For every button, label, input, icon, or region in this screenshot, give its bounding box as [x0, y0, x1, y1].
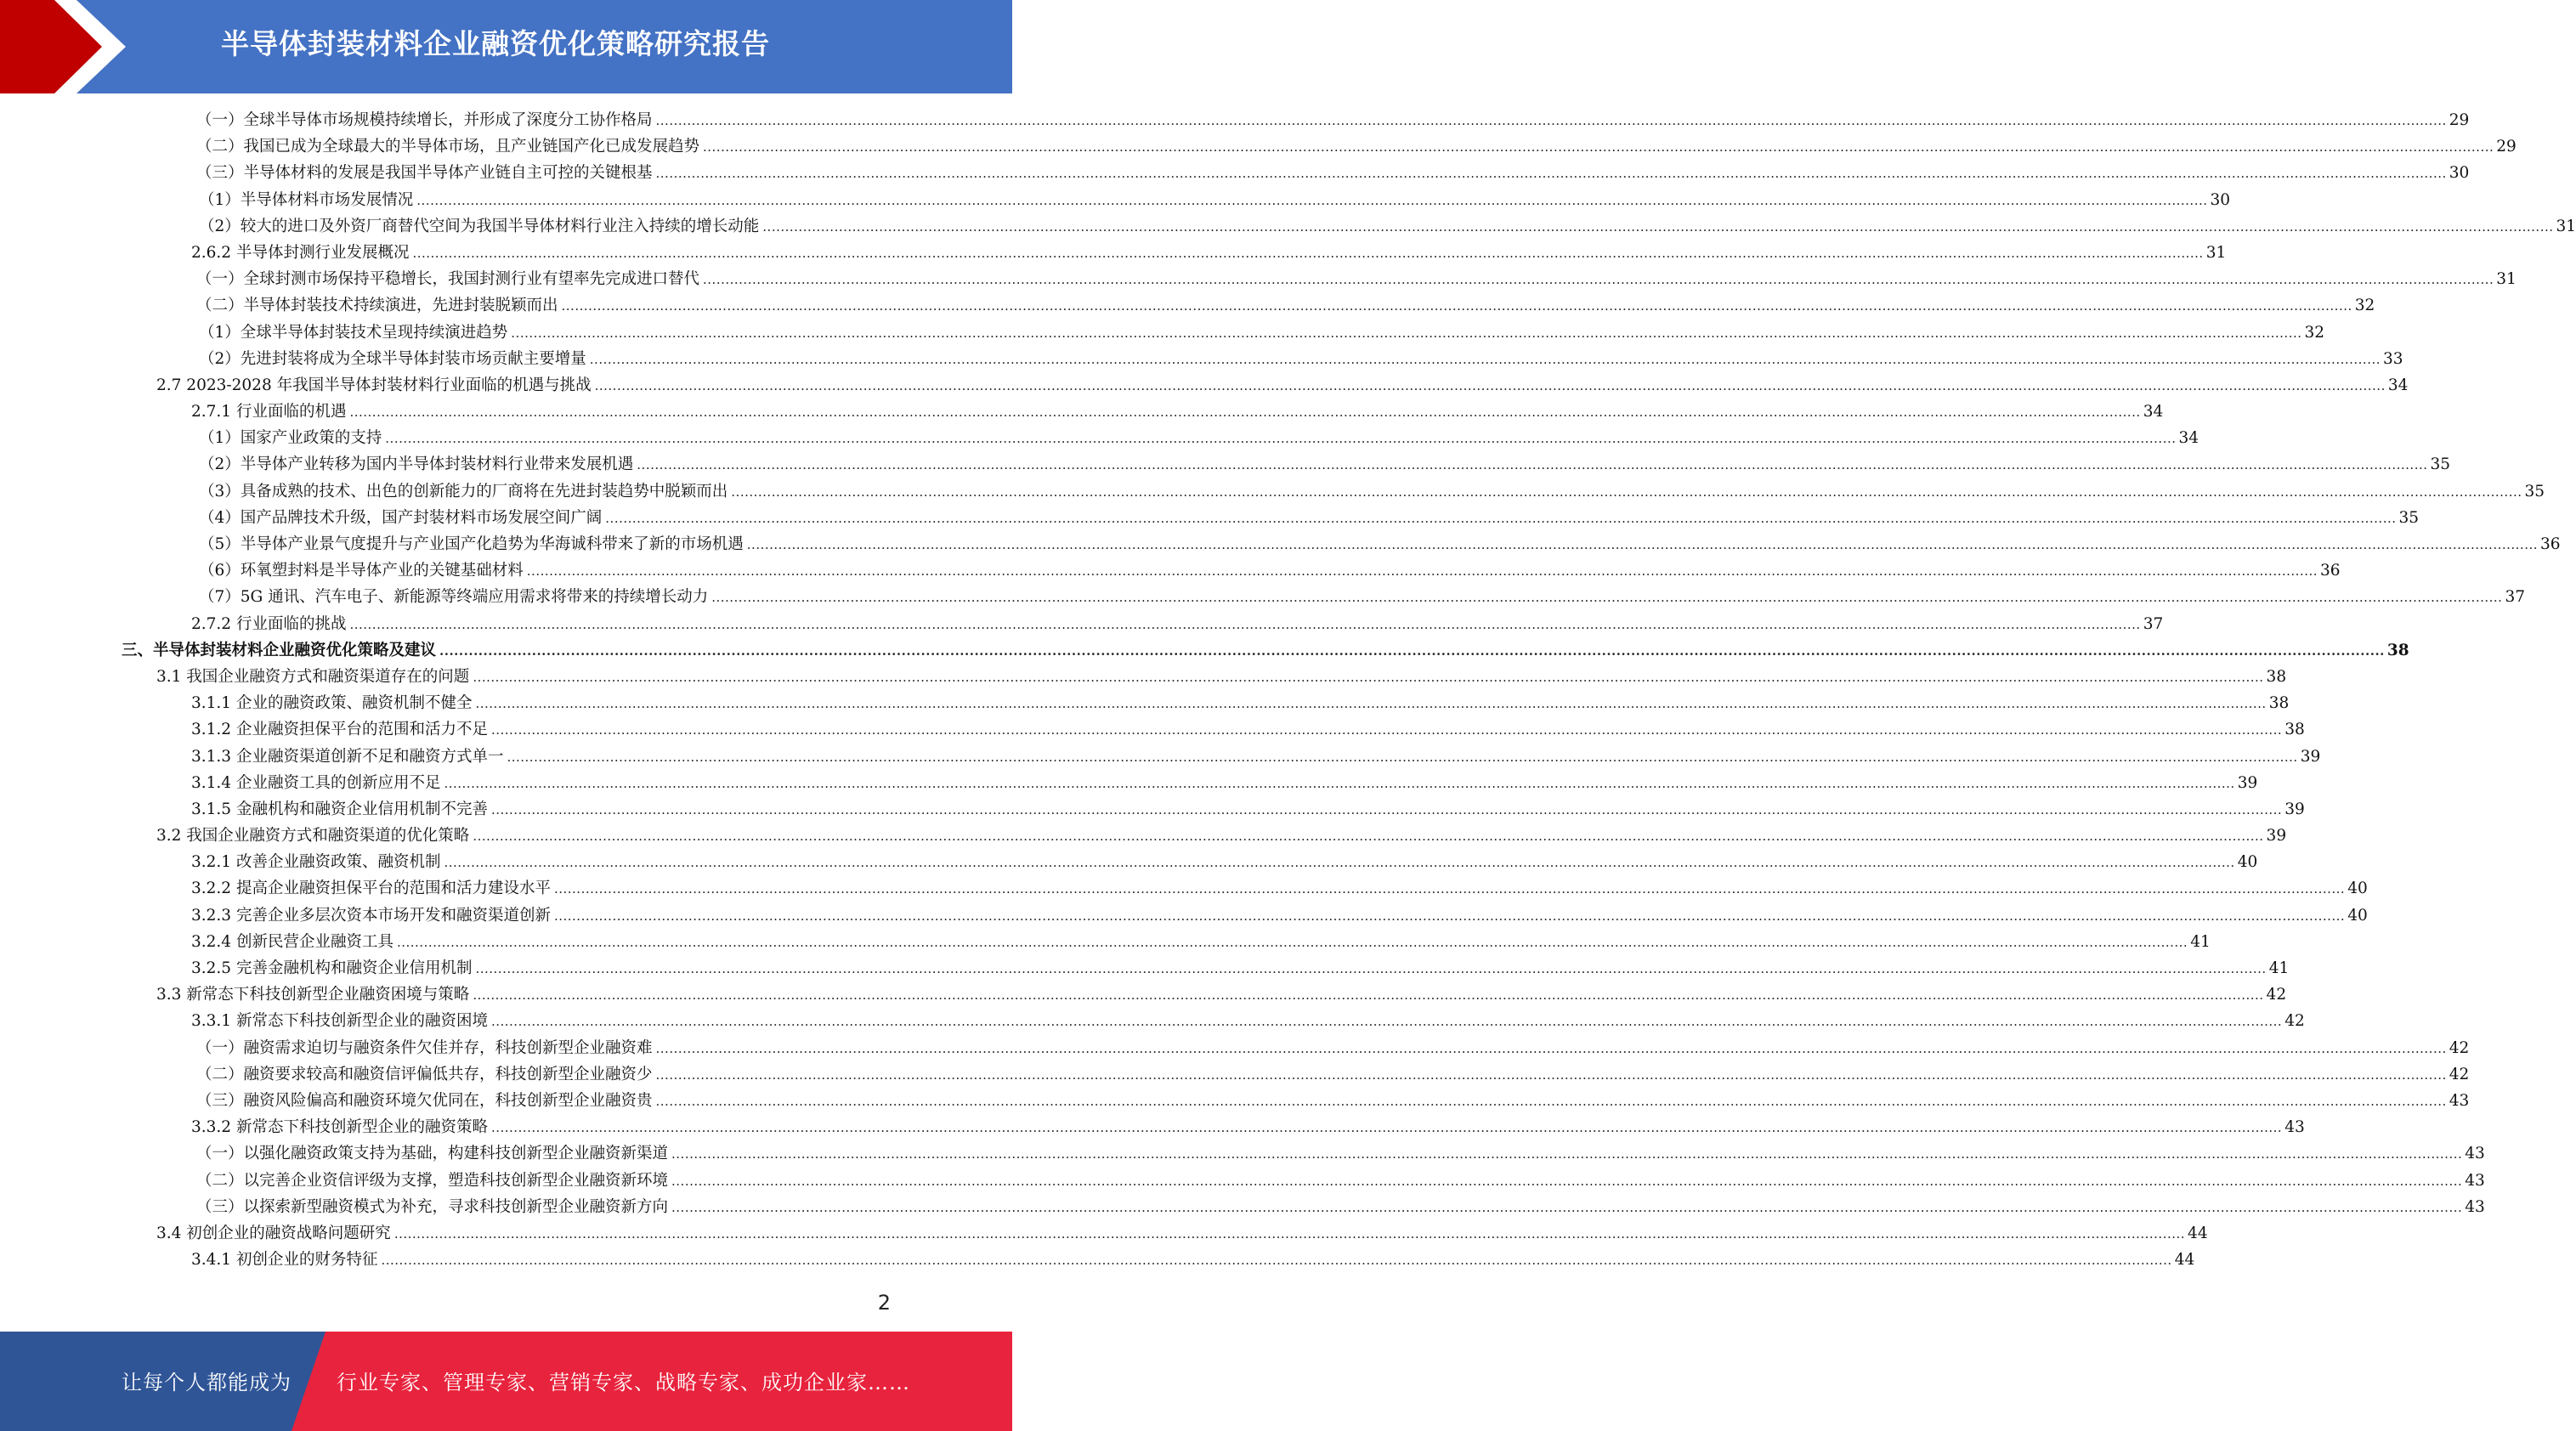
toc-entry-title: 3.2.3 完善企业多层次资本市场开发和融资渠道创新 — [191, 906, 551, 925]
toc-leader-dots: ................................................................................................................................................................................................................................................................................................................................................................................................................ — [671, 1173, 2463, 1189]
toc-entry-page: 35 — [2430, 455, 2451, 474]
toc-entry-page: 38 — [2386, 641, 2409, 659]
toc-entry-title: （3）具备成熟的技术、出色的创新能力的厂商将在先进封装趋势中脱颖而出 — [199, 482, 728, 501]
toc-entry-line — [196, 1088, 2470, 1114]
toc-entry-page: 31 — [2496, 270, 2517, 289]
toc-leader-dots: ................................................................................................................................................................................................................................................................................................................................................................................................................ — [412, 245, 2204, 261]
toc-entry-page: 42 — [2284, 1012, 2305, 1031]
toc-entry-line — [191, 716, 2305, 743]
toc-leader-dots: ................................................................................................................................................................................................................................................................................................................................................................................................................ — [526, 563, 2318, 580]
toc-entry-page: 42 — [2449, 1038, 2470, 1057]
toc-entry[interactable] — [0, 133, 2517, 160]
toc-entry-title: （二）融资要求较高和融资信评偏低共存，科技创新型企业融资少 — [196, 1065, 653, 1083]
toc-entry-title: 3.1.4 企业融资工具的创新应用不足 — [191, 773, 441, 792]
toc-entry[interactable] — [0, 611, 2164, 637]
toc-entry-page: 39 — [2237, 773, 2258, 792]
toc-entry-line — [191, 902, 2368, 929]
toc-entry-line — [191, 744, 2321, 770]
toc-entry-line — [199, 584, 2525, 610]
toc-entry[interactable] — [0, 346, 2403, 372]
toc-entry-page: 36 — [2540, 535, 2561, 553]
toc-entry[interactable] — [0, 902, 2368, 929]
toc-entry-page: 31 — [2556, 217, 2576, 235]
toc-entry[interactable] — [0, 187, 2231, 213]
toc-leader-dots: ................................................................................................................................................................................................................................................................................................................................................................................................................ — [553, 881, 2346, 897]
toc-entry[interactable] — [0, 531, 2561, 557]
toc-leader-dots: ................................................................................................................................................................................................................................................................................................................................................................................................................ — [490, 722, 2283, 738]
toc-entry-line — [196, 107, 2470, 133]
toc-entry-line — [199, 320, 2325, 346]
toc-entry[interactable] — [0, 240, 2227, 266]
toc-entry[interactable] — [0, 557, 2341, 584]
toc-leader-dots: ................................................................................................................................................................................................................................................................................................................................................................................................................ — [561, 298, 2352, 314]
toc-entry[interactable] — [0, 160, 2470, 186]
toc-entry-title: （二）我国已成为全球最大的半导体市场，且产业链国产化已成发展趋势 — [196, 138, 700, 156]
toc-leader-dots: ................................................................................................................................................................................................................................................................................................................................................................................................................ — [655, 1066, 2447, 1083]
toc-leader-dots: ................................................................................................................................................................................................................................................................................................................................................................................................................ — [671, 1199, 2463, 1215]
toc-entry-title: （一）融资需求迫切与融资条件欠佳并存，科技创新型企业融资难 — [196, 1038, 653, 1057]
toc-leader-dots: ................................................................................................................................................................................................................................................................................................................................................................................................................ — [703, 272, 2494, 288]
toc-entry-line — [199, 557, 2341, 584]
toc-entry-title: （三）以探索新型融资模式为补充，寻求科技创新型企业融资新方向 — [196, 1197, 669, 1216]
toc-leader-dots: ................................................................................................................................................................................................................................................................................................................................................................................................................ — [594, 377, 2386, 393]
toc-entry-page: 43 — [2465, 1145, 2485, 1163]
toc-entry[interactable] — [0, 981, 2287, 1008]
toc-entry-line — [196, 1061, 2470, 1088]
toc-leader-dots: ................................................................................................................................................................................................................................................................................................................................................................................................................ — [553, 908, 2346, 924]
toc-entry-title: 3.4.1 初创企业的财务特征 — [191, 1251, 378, 1270]
toc-entry-title: （二）以完善企业资信评级为支撑，塑造科技创新型企业融资新环境 — [196, 1171, 669, 1190]
toc-entry-line — [196, 1035, 2470, 1061]
toc-entry-line — [191, 849, 2258, 875]
toc-entry-line — [156, 1220, 2208, 1247]
toc-leader-dots: ................................................................................................................................................................................................................................................................................................................................................................................................................ — [511, 325, 2302, 341]
toc-entry-page: 32 — [2304, 323, 2325, 342]
toc-entry-page: 43 — [2465, 1171, 2485, 1190]
toc-entry[interactable] — [0, 425, 2200, 451]
toc-entry-page: 44 — [2174, 1251, 2195, 1270]
toc-entry[interactable] — [0, 1088, 2470, 1114]
toc-leader-dots: ................................................................................................................................................................................................................................................................................................................................................................................................................ — [349, 404, 2141, 421]
toc-entry-line — [191, 1247, 2195, 1273]
toc-entry[interactable] — [0, 770, 2258, 796]
toc-entry-line — [199, 451, 2451, 478]
toc-entry-page: 40 — [2347, 880, 2368, 898]
toc-entry-page: 34 — [2387, 376, 2409, 394]
toc-leader-dots: ................................................................................................................................................................................................................................................................................................................................................................................................................ — [473, 669, 2264, 685]
toc-entry-page: 30 — [2449, 164, 2470, 183]
toc-entry-title: 三、半导体封装材料企业融资优化策略及建议 — [122, 641, 437, 659]
footer-slogan-left: 让每个人都能成为 — [122, 1371, 292, 1394]
toc-entry-line — [156, 823, 2287, 849]
toc-entry-page: 32 — [2354, 297, 2375, 315]
toc-entry-title: （2）较大的进口及外资厂商替代空间为我国半导体材料行业注入持续的增长动能 — [199, 217, 760, 235]
toc-entry-title: 3.1 我国企业融资方式和融资渠道存在的问题 — [156, 667, 470, 686]
toc-entry[interactable] — [0, 1168, 2485, 1194]
toc-entry-page: 30 — [2210, 190, 2231, 209]
toc-leader-dots: ................................................................................................................................................................................................................................................................................................................................................................................................................ — [605, 510, 2397, 526]
toc-entry[interactable] — [0, 1194, 2485, 1220]
toc-entry-title: （一）以强化融资政策支持为基础，构建科技创新型企业融资新渠道 — [196, 1145, 669, 1163]
toc-leader-dots: ................................................................................................................................................................................................................................................................................................................................................................................................................ — [637, 457, 2428, 473]
toc-entry[interactable] — [0, 1035, 2470, 1061]
toc-entry-line — [191, 796, 2305, 823]
toc-entry-title: 3.2.5 完善金融机构和融资企业信用机制 — [191, 959, 473, 977]
toc-entry-line — [196, 1168, 2485, 1194]
toc-entry-title: （2）先进封装将成为全球半导体封装市场贡献主要增量 — [199, 349, 586, 368]
toc-entry-page: 40 — [2347, 906, 2368, 925]
toc-entry-page: 36 — [2320, 562, 2341, 580]
toc-leader-dots: ................................................................................................................................................................................................................................................................................................................................................................................................................ — [490, 1014, 2283, 1030]
toc-entry-page: 42 — [2449, 1065, 2470, 1083]
toc-entry[interactable] — [0, 664, 2287, 690]
report-title: 半导体封装材料企业融资优化策略研究报告 — [221, 27, 770, 60]
toc-entry-page: 41 — [2268, 959, 2290, 977]
toc-entry-page: 37 — [2505, 588, 2525, 607]
toc-leader-dots: ................................................................................................................................................................................................................................................................................................................................................................................................................ — [671, 1146, 2463, 1162]
toc-leader-dots: ................................................................................................................................................................................................................................................................................................................................................................................................................ — [703, 139, 2494, 156]
toc-entry[interactable] — [0, 744, 2321, 770]
toc-entry-line — [191, 240, 2227, 266]
toc-leader-dots: ................................................................................................................................................................................................................................................................................................................................................................................................................ — [655, 166, 2447, 182]
toc-entry-line — [191, 929, 2211, 955]
toc-leader-dots: ................................................................................................................................................................................................................................................................................................................................................................................................................ — [762, 218, 2554, 235]
toc-entry-page: 29 — [2449, 111, 2470, 129]
toc-entry[interactable] — [0, 1114, 2305, 1140]
toc-entry[interactable] — [0, 875, 2368, 902]
toc-entry[interactable] — [0, 716, 2305, 743]
toc-leader-dots: ................................................................................................................................................................................................................................................................................................................................................................................................................ — [655, 113, 2447, 128]
toc-entry-title: （1）国家产业政策的支持 — [199, 429, 382, 448]
toc-leader-dots: ................................................................................................................................................................................................................................................................................................................................................................................................................ — [416, 192, 2208, 208]
toc-entry-line — [191, 690, 2290, 716]
toc-entry-title: 2.7.1 行业面临的机遇 — [191, 403, 347, 421]
toc-entry-line — [196, 160, 2470, 186]
toc-leader-dots: ................................................................................................................................................................................................................................................................................................................................................................................................................ — [381, 1253, 2172, 1269]
toc-leader-dots: ................................................................................................................................................................................................................................................................................................................................................................................................................ — [490, 1120, 2283, 1136]
toc-leader-dots: ................................................................................................................................................................................................................................................................................................................................................................................................................ — [349, 616, 2141, 632]
toc-entry[interactable] — [0, 372, 2409, 399]
toc-leader-dots: ................................................................................................................................................................................................................................................................................................................................................................................................................ — [385, 431, 2177, 447]
toc-entry-page: 38 — [2268, 694, 2290, 713]
toc-entry[interactable] — [0, 955, 2290, 981]
toc-entry-line — [191, 875, 2368, 902]
toc-entry[interactable] — [0, 451, 2451, 478]
toc-entry-title: 3.2.1 改善企业融资政策、融资机制 — [191, 853, 441, 872]
toc-entry-line — [156, 372, 2409, 399]
toc-entry[interactable] — [0, 292, 2375, 319]
toc-entry[interactable] — [0, 849, 2258, 875]
toc-entry-line — [199, 478, 2545, 505]
toc-entry-line — [191, 955, 2290, 981]
toc-leader-dots: ................................................................................................................................................................................................................................................................................................................................................................................................................ — [473, 987, 2264, 1004]
toc-entry-line — [196, 292, 2375, 319]
toc-entry[interactable] — [0, 320, 2325, 346]
toc-entry-page: 39 — [2284, 800, 2305, 818]
toc-leader-dots: ................................................................................................................................................................................................................................................................................................................................................................................................................ — [475, 696, 2267, 712]
toc-entry-title: 3.1.3 企业融资渠道创新不足和融资方式单一 — [191, 747, 504, 766]
toc-entry-title: 3.1.1 企业的融资政策、融资机制不健全 — [191, 694, 473, 713]
toc-entry-line — [199, 346, 2403, 372]
toc-entry[interactable] — [0, 1140, 2485, 1167]
toc-leader-dots: ................................................................................................................................................................................................................................................................................................................................................................................................................ — [475, 961, 2267, 976]
table-of-contents — [0, 107, 2576, 1273]
toc-entry-title: （7）5G 通讯、汽车电子、新能源等终端应用需求将带来的持续增长动力 — [199, 588, 709, 607]
page-number: 2 — [877, 1291, 891, 1315]
toc-entry-line — [196, 133, 2517, 160]
toc-leader-dots: ................................................................................................................................................................................................................................................................................................................................................................................................................ — [473, 829, 2264, 845]
toc-entry-line — [191, 1008, 2305, 1034]
toc-entry-page: 35 — [2398, 508, 2420, 527]
toc-entry-title: （5）半导体产业景气度提升与产业国产化趋势为华海诚科带来了新的市场机遇 — [199, 535, 744, 553]
toc-entry[interactable] — [0, 796, 2305, 823]
toc-entry-line — [191, 770, 2258, 796]
toc-entry[interactable] — [0, 266, 2517, 292]
toc-entry-page: 39 — [2266, 827, 2287, 846]
toc-entry-page: 43 — [2449, 1091, 2470, 1110]
toc-entry-line — [191, 1114, 2305, 1140]
toc-entry-title: （三）融资风险偏高和融资环境欠优同在，科技创新型企业融资贵 — [196, 1091, 653, 1110]
toc-entry-page: 43 — [2284, 1118, 2305, 1137]
toc-entry-page: 29 — [2496, 138, 2517, 156]
toc-entry-title: 3.2.2 提高企业融资担保平台的范围和活力建设水平 — [191, 880, 551, 898]
toc-entry[interactable] — [0, 1008, 2305, 1034]
toc-entry-title: 3.1.2 企业融资担保平台的范围和活力不足 — [191, 721, 488, 739]
toc-entry-title: 2.7.2 行业面临的挑战 — [191, 614, 347, 633]
toc-leader-dots: ................................................................................................................................................................................................................................................................................................................................................................................................................ — [655, 1093, 2447, 1109]
toc-entry-title: 2.6.2 半导体封测行业发展概况 — [191, 243, 410, 262]
toc-leader-dots: ................................................................................................................................................................................................................................................................................................................................................................................................................ — [439, 642, 2385, 659]
toc-entry-line — [196, 266, 2517, 292]
toc-entry-title: （三）半导体材料的发展是我国半导体产业链自主可控的关键根基 — [196, 164, 653, 183]
toc-entry-page: 35 — [2524, 482, 2545, 501]
header-banner — [0, 0, 1012, 93]
toc-entry-line — [199, 531, 2561, 557]
toc-entry-page: 42 — [2266, 986, 2287, 1004]
toc-entry-page: 43 — [2465, 1197, 2485, 1216]
toc-entry-title: （2）半导体产业转移为国内半导体封装材料行业带来发展机遇 — [199, 455, 634, 474]
toc-entry[interactable] — [0, 929, 2211, 955]
toc-leader-dots: ................................................................................................................................................................................................................................................................................................................................................................................................................ — [490, 801, 2283, 817]
toc-entry[interactable] — [0, 584, 2525, 610]
toc-entry[interactable] — [0, 478, 2545, 505]
toc-entry-title: 3.2 我国企业融资方式和融资渠道的优化策略 — [156, 827, 470, 846]
toc-entry-title: 3.2.4 创新民营企业融资工具 — [191, 932, 393, 951]
toc-entry-title: 2.7 2023-2028 年我国半导体封装材料行业面临的机遇与挑战 — [156, 376, 592, 394]
toc-entry[interactable] — [0, 1247, 2195, 1273]
toc-entry-page: 38 — [2266, 667, 2287, 686]
toc-leader-dots: ................................................................................................................................................................................................................................................................................................................................................................................................................ — [731, 484, 2522, 500]
toc-entry-title: （1）全球半导体封装技术呈现持续演进趋势 — [199, 323, 508, 342]
toc-entry[interactable] — [0, 505, 2420, 531]
toc-entry-title: 3.1.5 金融机构和融资企业信用机制不完善 — [191, 800, 488, 818]
toc-entry-line — [191, 399, 2164, 425]
toc-entry-page: 41 — [2190, 932, 2211, 951]
toc-entry-title: 3.3.2 新常态下科技创新型企业的融资策略 — [191, 1118, 488, 1137]
toc-entry-page: 38 — [2284, 721, 2305, 739]
toc-entry[interactable] — [0, 637, 2409, 664]
toc-leader-dots: ................................................................................................................................................................................................................................................................................................................................................................................................................ — [711, 590, 2503, 606]
toc-entry[interactable] — [0, 1061, 2470, 1088]
toc-leader-dots: ................................................................................................................................................................................................................................................................................................................................................................................................................ — [393, 1225, 2186, 1242]
toc-entry-title: 3.3.1 新常态下科技创新型企业的融资困境 — [191, 1012, 488, 1031]
toc-entry-page: 40 — [2237, 853, 2258, 872]
toc-entry[interactable] — [0, 107, 2470, 133]
toc-entry-line — [199, 187, 2231, 213]
toc-entry-title: （一）全球半导体市场规模持续增长，并形成了深度分工协作格局 — [196, 111, 653, 129]
toc-entry-page: 37 — [2143, 614, 2164, 633]
toc-entry-title: 3.3 新常态下科技创新型企业融资困境与策略 — [156, 986, 470, 1004]
toc-entry-line — [199, 213, 2576, 240]
footer-slogan-right: 行业专家、管理专家、营销专家、战略专家、成功企业家…… — [337, 1371, 910, 1394]
footer-banner — [0, 1332, 1012, 1431]
toc-entry-page: 31 — [2205, 243, 2227, 262]
toc-leader-dots: ................................................................................................................................................................................................................................................................................................................................................................................................................ — [655, 1040, 2447, 1056]
toc-entry[interactable] — [0, 213, 2576, 240]
toc-entry-line — [196, 1140, 2485, 1167]
header-arrow-decoration — [0, 0, 170, 93]
toc-leader-dots: ................................................................................................................................................................................................................................................................................................................................................................................................................ — [746, 537, 2539, 552]
toc-leader-dots: ................................................................................................................................................................................................................................................................................................................................................................................................................ — [444, 855, 2235, 871]
toc-entry-page: 39 — [2300, 747, 2321, 766]
toc-entry-line — [156, 664, 2287, 690]
toc-entry[interactable] — [0, 1220, 2208, 1247]
toc-entry[interactable] — [0, 399, 2164, 425]
toc-entry-line — [191, 611, 2164, 637]
toc-entry-line — [122, 637, 2409, 664]
toc-entry[interactable] — [0, 823, 2287, 849]
toc-entry-title: （6）环氧塑封料是半导体产业的关键基础材料 — [199, 562, 524, 580]
toc-entry-page: 33 — [2383, 349, 2403, 368]
toc-entry-page: 44 — [2188, 1224, 2208, 1242]
toc-entry-title: （一）全球封测市场保持平稳增长，我国封测行业有望率先完成进口替代 — [196, 270, 700, 289]
toc-entry[interactable] — [0, 690, 2290, 716]
toc-entry-title: （4）国产品牌技术升级，国产封装材料市场发展空间广阔 — [199, 508, 603, 527]
toc-entry-title: （二）半导体封装技术持续演进，先进封装脱颖而出 — [196, 297, 558, 315]
toc-entry-line — [199, 505, 2420, 531]
toc-entry-line — [199, 425, 2200, 451]
toc-leader-dots: ................................................................................................................................................................................................................................................................................................................................................................................................................ — [589, 351, 2381, 367]
toc-entry-page: 34 — [2143, 403, 2164, 421]
toc-entry-line — [196, 1194, 2485, 1220]
toc-entry-line — [156, 981, 2287, 1008]
toc-entry-title: （1）半导体材料市场发展情况 — [199, 190, 414, 209]
toc-leader-dots: ................................................................................................................................................................................................................................................................................................................................................................................................................ — [444, 775, 2235, 791]
toc-entry-title: 3.4 初创企业的融资战略问题研究 — [156, 1224, 391, 1242]
toc-leader-dots: ................................................................................................................................................................................................................................................................................................................................................................................................................ — [396, 934, 2188, 950]
toc-entry-page: 34 — [2178, 429, 2200, 448]
toc-leader-dots: ................................................................................................................................................................................................................................................................................................................................................................................................................ — [507, 749, 2298, 765]
